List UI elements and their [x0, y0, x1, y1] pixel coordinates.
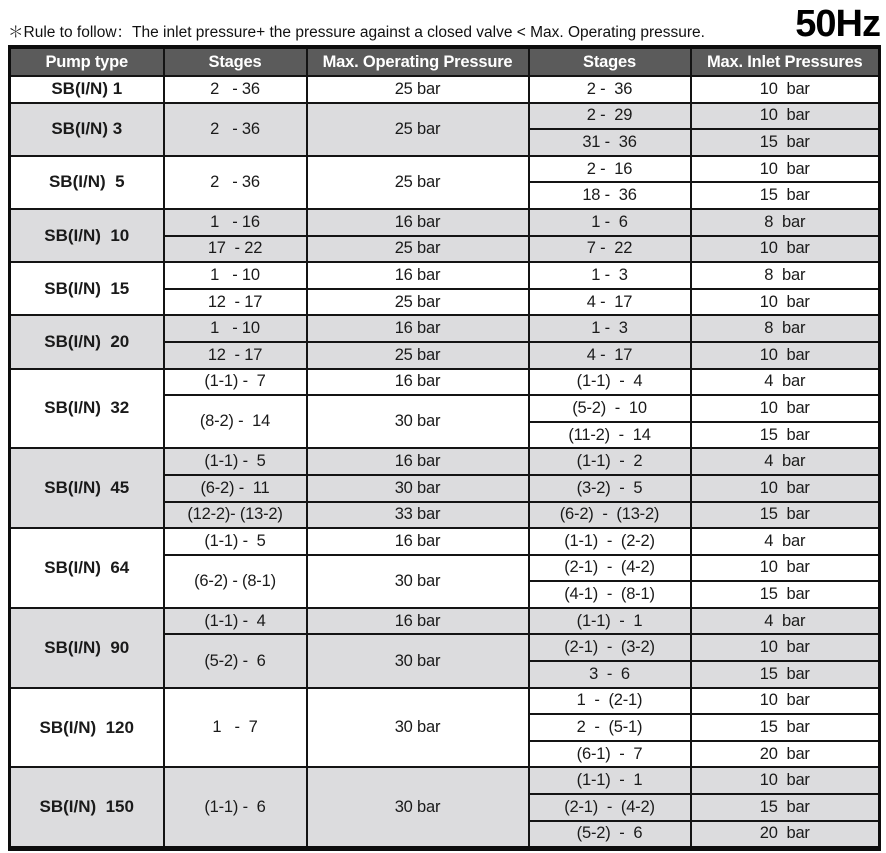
operating-pressure-cell: 30 bar	[307, 555, 529, 608]
table-row	[10, 369, 880, 396]
inlet-stages-cell: 4 - 17	[529, 342, 691, 369]
inlet-stages-cell: 2 - 29	[529, 103, 691, 130]
inlet-stages-cell: (6-2) - (13-2)	[529, 502, 691, 529]
stages-cell: (1-1) - 4	[164, 608, 307, 635]
stages-cell: 1 - 7	[164, 688, 307, 768]
table-row	[10, 315, 880, 342]
pump-type-cell: SB(I/N) 3	[10, 103, 164, 156]
pump-type-cell: SB(I/N) 10	[10, 209, 164, 262]
inlet-stages-cell: (2-1) - (4-2)	[529, 794, 691, 821]
rule-note: ＊Rule to follow：The inlet pressure+ the pressure against a closed valve < Max. Operating pressure.	[8, 23, 705, 41]
stages-cell: 17 - 22	[164, 236, 307, 263]
inlet-stages-cell: (1-1) - 1	[529, 767, 691, 794]
stages-cell: 1 - 10	[164, 315, 307, 342]
stages-cell: (1-1) - 7	[164, 369, 307, 396]
table-row	[10, 209, 880, 236]
table-row	[10, 608, 880, 635]
inlet-stages-cell: 2 - 36	[529, 76, 691, 103]
inlet-stages-cell: (1-1) - 4	[529, 369, 691, 396]
inlet-pressure-cell: 10 bar	[691, 555, 880, 582]
inlet-stages-cell: 1 - (2-1)	[529, 688, 691, 715]
operating-pressure-cell: 30 bar	[307, 767, 529, 848]
inlet-pressure-cell: 10 bar	[691, 289, 880, 316]
table-row	[10, 767, 880, 794]
inlet-stages-cell: (1-1) - 1	[529, 608, 691, 635]
stages-cell: 12 - 17	[164, 342, 307, 369]
table-body	[10, 76, 880, 849]
table-row	[10, 262, 880, 289]
operating-pressure-cell: 25 bar	[307, 156, 529, 209]
stages-cell: (6-2) - 11	[164, 475, 307, 502]
inlet-stages-cell: (2-1) - (3-2)	[529, 634, 691, 661]
pump-type-cell: SB(I/N) 90	[10, 608, 164, 688]
inlet-stages-cell: (1-1) - (2-2)	[529, 528, 691, 555]
stages-cell: (1-1) - 5	[164, 448, 307, 475]
inlet-pressure-cell: 10 bar	[691, 342, 880, 369]
inlet-stages-cell: 1 - 6	[529, 209, 691, 236]
inlet-stages-cell: 1 - 3	[529, 262, 691, 289]
stages-cell: 2 - 36	[164, 156, 307, 209]
stages-cell: (6-2) - (8-1)	[164, 555, 307, 608]
inlet-pressure-cell: 10 bar	[691, 634, 880, 661]
stages-cell: 2 - 36	[164, 103, 307, 156]
inlet-stages-cell: (5-2) - 10	[529, 395, 691, 422]
inlet-pressure-cell: 10 bar	[691, 767, 880, 794]
operating-pressure-cell: 30 bar	[307, 395, 529, 448]
stages-cell: 2 - 36	[164, 76, 307, 103]
stages-cell: (8-2) - 14	[164, 395, 307, 448]
inlet-pressure-cell: 4 bar	[691, 608, 880, 635]
operating-pressure-cell: 16 bar	[307, 528, 529, 555]
pump-type-cell: SB(I/N) 150	[10, 767, 164, 848]
inlet-pressure-cell: 10 bar	[691, 236, 880, 263]
inlet-pressure-cell: 20 bar	[691, 821, 880, 849]
inlet-stages-cell: 2 - 16	[529, 156, 691, 183]
inlet-stages-cell: 18 - 36	[529, 182, 691, 209]
operating-pressure-cell: 25 bar	[307, 342, 529, 369]
header-row	[10, 47, 880, 76]
inlet-pressure-cell: 15 bar	[691, 714, 880, 741]
inlet-stages-cell: (4-1) - (8-1)	[529, 581, 691, 608]
inlet-pressure-cell: 10 bar	[691, 395, 880, 422]
table-row	[10, 528, 880, 555]
titlebar	[8, 0, 880, 45]
stages-cell: (5-2) - 6	[164, 634, 307, 687]
inlet-pressure-cell: 10 bar	[691, 76, 880, 103]
inlet-pressure-cell: 10 bar	[691, 103, 880, 130]
inlet-pressure-cell: 15 bar	[691, 661, 880, 688]
table-row	[10, 156, 880, 183]
inlet-pressure-cell: 15 bar	[691, 422, 880, 449]
operating-pressure-cell: 16 bar	[307, 448, 529, 475]
inlet-pressure-cell: 15 bar	[691, 182, 880, 209]
table-row	[10, 103, 880, 130]
operating-pressure-cell: 25 bar	[307, 103, 529, 156]
pump-type-cell: SB(I/N) 45	[10, 448, 164, 528]
operating-pressure-cell: 16 bar	[307, 608, 529, 635]
operating-pressure-cell: 30 bar	[307, 634, 529, 687]
operating-pressure-cell: 16 bar	[307, 369, 529, 396]
inlet-pressure-cell: 15 bar	[691, 129, 880, 156]
operating-pressure-cell: 30 bar	[307, 475, 529, 502]
pump-pressure-table	[8, 45, 881, 851]
table-row	[10, 448, 880, 475]
column-header-pump-type: Pump type	[10, 47, 164, 76]
operating-pressure-cell: 25 bar	[307, 236, 529, 263]
inlet-stages-cell: (6-1) - 7	[529, 741, 691, 768]
operating-pressure-cell: 33 bar	[307, 502, 529, 529]
inlet-stages-cell: 2 - (5-1)	[529, 714, 691, 741]
operating-pressure-cell: 16 bar	[307, 209, 529, 236]
table-row	[10, 76, 880, 103]
column-header-inlet-stages: Stages	[529, 47, 691, 76]
operating-pressure-cell: 16 bar	[307, 315, 529, 342]
stages-cell: (12-2)- (13-2)	[164, 502, 307, 529]
stages-cell: (1-1) - 5	[164, 528, 307, 555]
inlet-pressure-cell: 10 bar	[691, 156, 880, 183]
table-row	[10, 688, 880, 715]
inlet-pressure-cell: 15 bar	[691, 502, 880, 529]
inlet-pressure-cell: 4 bar	[691, 448, 880, 475]
pump-type-cell: SB(I/N) 15	[10, 262, 164, 315]
table-header	[10, 47, 880, 76]
inlet-pressure-cell: 8 bar	[691, 209, 880, 236]
operating-pressure-cell: 30 bar	[307, 688, 529, 768]
operating-pressure-cell: 25 bar	[307, 76, 529, 103]
pump-type-cell: SB(I/N) 20	[10, 315, 164, 368]
column-header-stages: Stages	[164, 47, 307, 76]
inlet-stages-cell: (3-2) - 5	[529, 475, 691, 502]
inlet-stages-cell: (2-1) - (4-2)	[529, 555, 691, 582]
inlet-pressure-cell: 8 bar	[691, 262, 880, 289]
inlet-pressure-cell: 4 bar	[691, 528, 880, 555]
frequency-label: 50Hz	[795, 3, 880, 45]
inlet-pressure-cell: 15 bar	[691, 581, 880, 608]
column-header-max-inlet-pressures: Max. Inlet Pressures	[691, 47, 880, 76]
inlet-stages-cell: 1 - 3	[529, 315, 691, 342]
inlet-pressure-cell: 10 bar	[691, 688, 880, 715]
inlet-stages-cell: (11-2) - 14	[529, 422, 691, 449]
inlet-stages-cell: 4 - 17	[529, 289, 691, 316]
inlet-pressure-cell: 10 bar	[691, 475, 880, 502]
inlet-pressure-cell: 20 bar	[691, 741, 880, 768]
inlet-stages-cell: 3 - 6	[529, 661, 691, 688]
column-header-max-operating-pressure: Max. Operating Pressure	[307, 47, 529, 76]
inlet-stages-cell: (1-1) - 2	[529, 448, 691, 475]
inlet-stages-cell: 31 - 36	[529, 129, 691, 156]
inlet-pressure-cell: 15 bar	[691, 794, 880, 821]
stages-cell: (1-1) - 6	[164, 767, 307, 848]
stages-cell: 12 - 17	[164, 289, 307, 316]
pump-type-cell: SB(I/N) 64	[10, 528, 164, 608]
operating-pressure-cell: 25 bar	[307, 289, 529, 316]
inlet-stages-cell: 7 - 22	[529, 236, 691, 263]
stages-cell: 1 - 10	[164, 262, 307, 289]
inlet-stages-cell: (5-2) - 6	[529, 821, 691, 849]
pump-type-cell: SB(I/N) 5	[10, 156, 164, 209]
inlet-pressure-cell: 4 bar	[691, 369, 880, 396]
inlet-pressure-cell: 8 bar	[691, 315, 880, 342]
stages-cell: 1 - 16	[164, 209, 307, 236]
pump-type-cell: SB(I/N) 1	[10, 76, 164, 103]
operating-pressure-cell: 16 bar	[307, 262, 529, 289]
pump-type-cell: SB(I/N) 120	[10, 688, 164, 768]
pump-type-cell: SB(I/N) 32	[10, 369, 164, 449]
